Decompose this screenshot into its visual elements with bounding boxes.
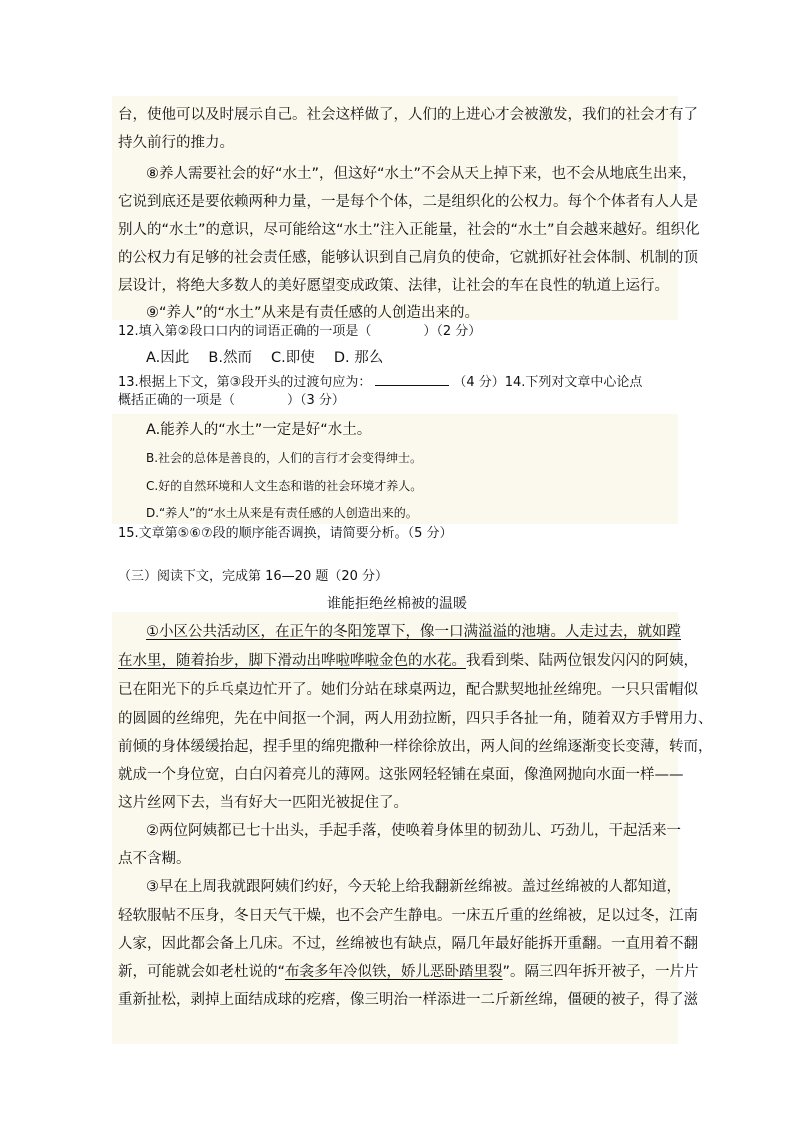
underlined-sentence: ①小区公共活动区，在正午的冬阳笼罩下，像一口满溢溢的池塘。人走过去，就如蹚 <box>146 624 681 640</box>
story-p2-line2: 点不含糊。 <box>118 851 191 867</box>
story-p3-line2: 轻软服帖不压身，冬日天气干燥，也不会产生静电。一床五斤重的丝绵被，足以过冬，江南 <box>118 908 698 924</box>
story-p1-line3: 已在阳光下的乒乓桌边忙开了。她们分站在球桌两边，配合默契地扯丝绵兜。一只只雷帽似 <box>118 682 698 698</box>
story-p1-line5: 前倾的身体缓缓抬起，捏手里的绵兜撒种一样徐徐放出，两人间的丝绵逐渐变长变薄，转而， <box>118 739 713 755</box>
story-p1-line6: 就成一个身位宽，白白闪着亮儿的薄网。这张网轻轻铺在桌面，像渔网抛向水面一样—— <box>118 767 684 783</box>
section-header: （三）阅读下文，完成第 16—20 题（20 分） <box>118 569 389 584</box>
story-p1-line2 <box>118 654 698 669</box>
story-text: 我看到柴、陆两位银发闪闪的阿姨， <box>466 653 698 669</box>
para7-line2: 持久前行的推力。 <box>118 135 234 151</box>
story-p3-line4 <box>118 965 699 980</box>
story-p3-line1: ③早在上周我就跟阿姨们约好，今天轮上给我翻新丝绵被。盖过丝绵被的人都知道， <box>146 879 681 895</box>
option-a: A.能养人的“水土”一定是好“水土。 <box>146 422 372 438</box>
para8-line2: 它说到底还是要依赖两种力量，一是每个个体，二是组织化的公权力。每个个体者有人人是 <box>118 194 698 210</box>
underlined-sentence-cont: 在水里，随着抬步，脚下滑动出哗啦哗啦金色的水花。 <box>118 653 466 669</box>
story-text: 新，可能就会如老杜说的“ <box>118 964 286 980</box>
story-p3-line3: 人家，因此都会备上几床。不过，丝绵被也有缺点，隔几年最好能拆开重翻。一直用着不翻 <box>118 936 698 952</box>
story-p2-line1: ②两位阿姨都已七十出头，手起手落，使唤着身体里的韧劲儿、巧劲儿，干起活来一 <box>146 823 681 839</box>
question-12: 12.填入第②段口口内的词语正确的一项是（ ）（2 分） <box>118 324 482 339</box>
question-14-stem: （4 分）14.下列对文章中心论点 <box>453 375 643 390</box>
para8-line1: ⑧养人需要社会的好“水土”，但这好“水土”不会从天上掉下来，也不会从地底生出来， <box>146 166 697 182</box>
question-12-options: A.因此 B.然而 C.即使 D. 那么 <box>146 350 384 366</box>
option-d: D.“养人”的“水土从来是有责任感的人创造出来的。 <box>146 506 418 520</box>
option-c: C.好的自然环境和人文生态和谐的社会环境才养人。 <box>146 479 423 493</box>
story-text: ”。隔三四年拆开被子，一片片 <box>502 964 699 980</box>
story-p1-line4: 的圆圆的丝绵兜，先在中间抠一个洞，两人用劲拉断，四只手各扯一角，随着双方手臂用力、 <box>118 711 713 727</box>
story-p1-line1 <box>146 625 681 640</box>
question-14-stem-cont: 概括正确的一项是（ ）（3 分） <box>118 393 345 408</box>
option-b: B.社会的总体是善良的，人们的言行才会变得绅士。 <box>146 451 423 465</box>
para9: ⑨“养人”的“水土”从来是有责任感的人创造出来的。 <box>146 305 480 321</box>
para7-line1: 台，使他可以及时展示自己。社会这样做了，人们的上进心才会被激发，我们的社会才有了 <box>118 107 698 123</box>
story-p1-line7: 这片丝网下去，当有好大一匹阳光被捉住了。 <box>118 795 408 811</box>
article-title: 谁能拒绝丝棉被的温暖 <box>327 596 467 612</box>
para8-line5: 层设计，将绝大多数人的美好愿望变成政策、法律，让社会的车在良性的轨道上运行。 <box>118 278 669 294</box>
answer-blank[interactable] <box>375 373 449 386</box>
para8-line4: 的公权力有足够的社会责任感，能够认识到自己肩负的使命，它就抓好社会体制、机制的顶 <box>118 250 698 266</box>
quoted-poem-line: 布衾多年冷似铁，娇儿恶卧踏里裂 <box>285 964 503 980</box>
question-13-stem: 13.根据上下文，第③段开头的过渡句应为： <box>118 375 372 390</box>
para8-line3: 别人的“水土”的意识，尽可能给这“水土”注入正能量，社会的“水土”自会越来越好。组织化 <box>118 222 700 238</box>
question-15: 15.文章第⑤⑥⑦段的顺序能否调换，请简要分析。（5 分） <box>118 526 453 541</box>
question-13 <box>118 373 642 389</box>
story-p3-line5: 重新扯松，剥掉上面结成球的疙瘩，像三明治一样添进一二斤新丝绵，僵硬的被子，得了滋 <box>118 992 698 1008</box>
